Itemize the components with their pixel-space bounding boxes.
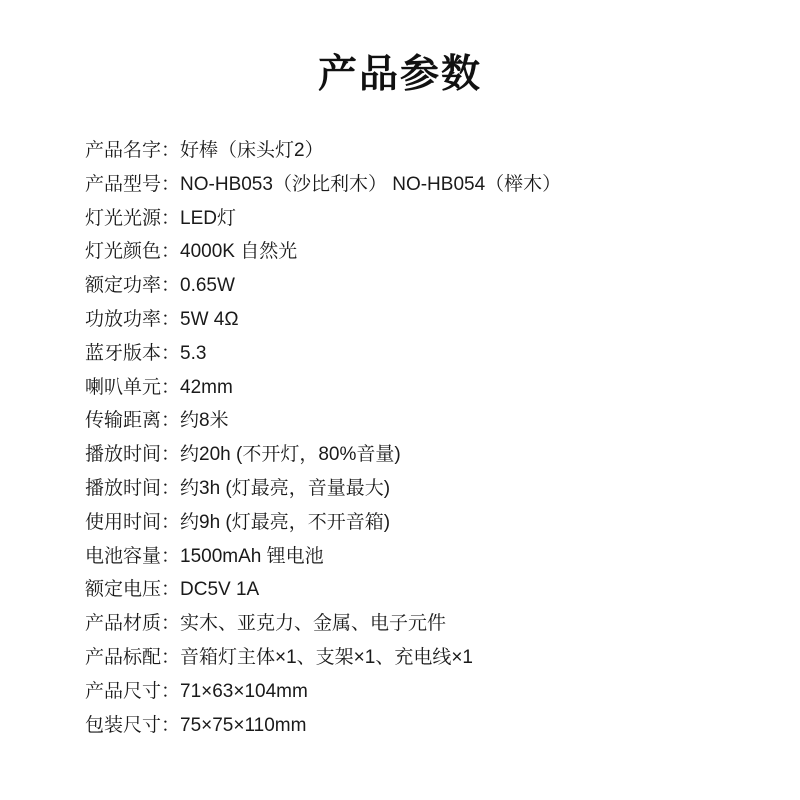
page-title: 产品参数 <box>317 53 482 96</box>
spec-value: 0.65W <box>180 275 235 297</box>
spec-label: 传输距离： <box>85 410 181 432</box>
spec-label: 灯光颜色： <box>85 241 181 263</box>
spec-value: 音箱灯主体×1、支架×1、充电线×1 <box>180 646 474 668</box>
spec-value: 约9h (灯最亮，不开音箱) <box>180 511 391 533</box>
spec-label: 额定功率： <box>85 275 181 297</box>
spec-value: 5.3 <box>180 342 207 364</box>
spec-value: 71×63×104mm <box>180 680 308 702</box>
spec-row <box>85 641 775 675</box>
spec-value: 约3h (灯最亮，音量最大) <box>180 477 391 499</box>
spec-label: 功放功率： <box>85 308 181 330</box>
spec-label: 灯光光源： <box>85 207 181 229</box>
spec-row <box>85 573 775 607</box>
spec-value: 实木、亚克力、金属、电子元件 <box>180 613 447 635</box>
spec-label: 产品标配： <box>85 646 181 668</box>
spec-row <box>85 404 775 438</box>
spec-row <box>85 709 775 743</box>
spec-row <box>85 371 775 405</box>
spec-value: LED灯 <box>180 207 236 229</box>
spec-value: NO-HB053（沙比利木） NO-HB054（榉木） <box>180 173 562 195</box>
spec-row <box>85 134 775 168</box>
spec-row <box>85 202 775 236</box>
spec-label: 产品材质： <box>85 613 181 635</box>
spec-label: 使用时间： <box>85 511 181 533</box>
spec-list <box>85 134 775 742</box>
spec-row <box>85 235 775 269</box>
spec-row <box>85 303 775 337</box>
spec-row <box>85 269 775 303</box>
spec-label: 电池容量： <box>85 545 181 567</box>
spec-row <box>85 607 775 641</box>
spec-label: 蓝牙版本： <box>85 342 181 364</box>
spec-label: 播放时间： <box>85 444 181 466</box>
spec-value: 约20h (不开灯，80%音量) <box>180 444 401 466</box>
spec-value: DC5V 1A <box>180 579 260 601</box>
spec-label: 产品名字： <box>85 140 181 161</box>
spec-value: 1500mAh 锂电池 <box>180 545 324 567</box>
spec-label: 额定电压： <box>85 579 181 601</box>
spec-value: 约8米 <box>180 410 229 432</box>
spec-row <box>85 168 775 202</box>
spec-label: 产品尺寸： <box>85 680 181 702</box>
spec-value: 好棒（床头灯2） <box>180 140 324 161</box>
spec-label: 包装尺寸： <box>85 714 181 736</box>
spec-label: 产品型号： <box>85 173 181 195</box>
spec-row <box>85 675 775 709</box>
spec-row <box>85 506 775 540</box>
spec-label: 喇叭单元： <box>85 376 181 398</box>
spec-row <box>85 438 775 472</box>
spec-row <box>85 472 775 506</box>
spec-value: 75×75×110mm <box>180 714 307 736</box>
spec-row <box>85 540 775 574</box>
spec-value: 4000K 自然光 <box>180 241 298 263</box>
spec-label: 播放时间： <box>85 477 181 499</box>
spec-value: 5W 4Ω <box>180 308 239 330</box>
spec-row <box>85 337 775 371</box>
spec-value: 42mm <box>180 376 233 398</box>
